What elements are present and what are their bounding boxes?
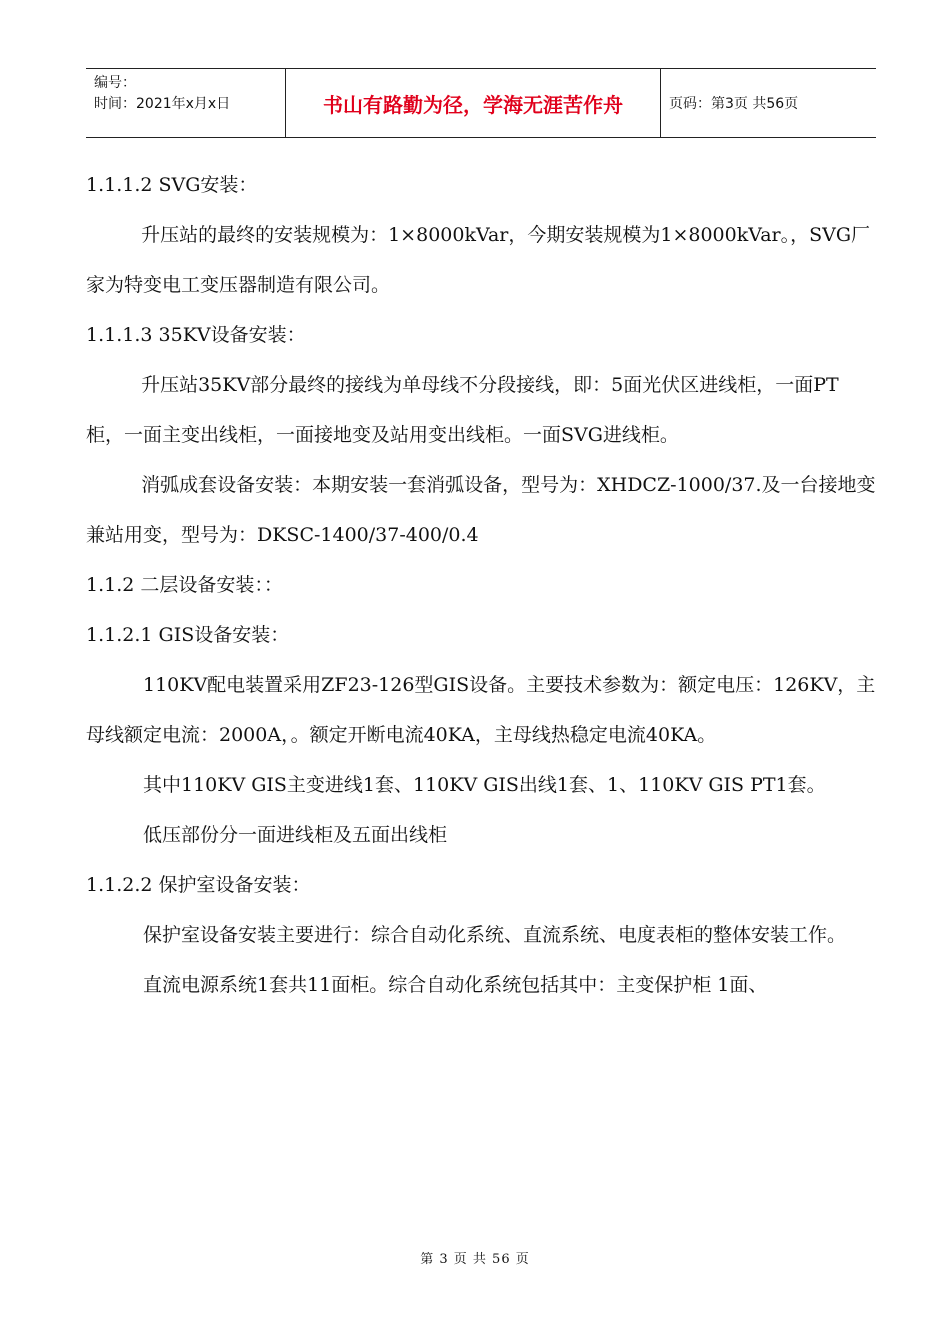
header-page-label: 页码：第3页 共56页	[669, 96, 799, 112]
section-heading: 1.1.2 二层设备安装：：	[86, 574, 283, 596]
body-paragraph: 110KV配电装置采用ZF23-126型GIS设备。主要技术参数为：额定电压：126KV，主母线额定电流：2000A，。额定开断电流40KA，主母线热稳定电流40KA。	[86, 674, 876, 746]
body-paragraph: 升压站的最终的安装规模为：1×8000kVar，今期安装规模为1×8000kVar。，SVG厂家为特变电工变压器制造有限公司。	[86, 224, 871, 296]
header-motto: 书山有路勤为径，学海无涯苦作舟	[286, 69, 661, 137]
document-header	[86, 68, 876, 138]
body-paragraph: 直流电源系统1套共11面柜。综合自动化系统包括其中：主变保护柜 1面、	[143, 974, 768, 996]
body-paragraph: 低压部份分一面进线柜及五面出线柜	[143, 824, 448, 846]
body-paragraph: 保护室设备安装主要进行：综合自动化系统、直流系统、电度表柜的整体安装工作。	[143, 924, 847, 946]
header-meta	[86, 69, 286, 137]
time-label: 时间：2021年x月x日	[94, 96, 231, 112]
section-heading: 1.1.2.2 保护室设备安装：	[86, 874, 311, 896]
document-body	[86, 160, 876, 1010]
body-paragraph: 其中110KV GIS主变进线1套、110KV GIS出线1套、1、110KV GIS PT1套。	[143, 774, 826, 796]
body-paragraph: 消弧成套设备安装：本期安装一套消弧设备，型号为：XHDCZ-1000/37.及一台接地变兼站用变，型号为：DKSC-1400/37-400/0.4	[86, 474, 876, 546]
body-paragraph: 升压站35KV部分最终的接线为单母线不分段接线，即：5面光伏区进线柜，一面PT柜，一面主变出线柜，一面接地变及站用变出线柜。一面SVG进线柜。	[86, 374, 839, 446]
section-heading: 1.1.1.3 35KV设备安装：	[86, 324, 306, 346]
section-heading: 1.1.2.1 GIS设备安装：	[86, 624, 290, 646]
page-footer: 第 3 页 共 56 页	[420, 1252, 530, 1267]
section-heading: 1.1.1.2 SVG安装：	[86, 174, 258, 196]
code-label: 编号：	[94, 75, 136, 91]
